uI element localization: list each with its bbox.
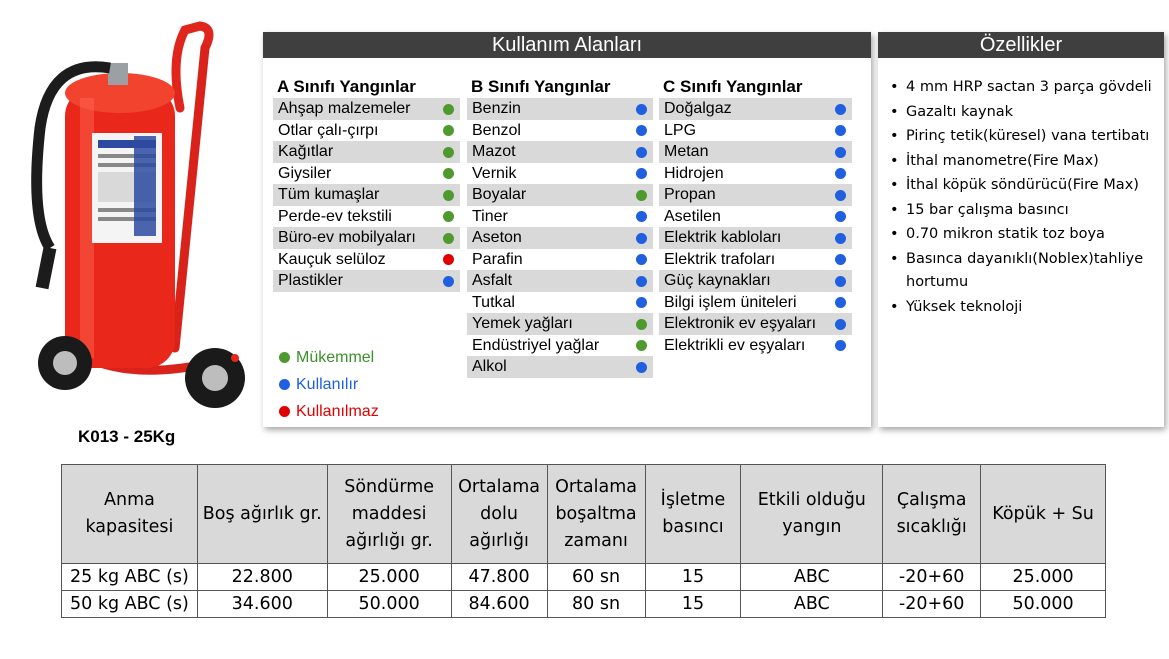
- usage-item-label: Benzol: [472, 121, 521, 139]
- rating-dot-icon: [835, 211, 846, 222]
- rating-dot-icon: [443, 211, 454, 222]
- spec-cell: 80 sn: [547, 591, 645, 618]
- usage-item: [467, 313, 653, 335]
- usage-item: [467, 98, 653, 120]
- usage-item-label: Kağıtlar: [278, 143, 334, 160]
- rating-dot-icon: [835, 233, 846, 244]
- fire-extinguisher-image: [10, 18, 255, 418]
- usage-item: [659, 335, 852, 357]
- usage-item: [273, 270, 460, 292]
- usage-item: [467, 141, 653, 163]
- usage-item: [273, 163, 460, 185]
- feature-item: • 4 mm HRP sactan 3 parça gövdeli: [888, 76, 1160, 100]
- rating-dot-icon: [636, 125, 647, 136]
- features-panel-title: Özellikler: [878, 32, 1164, 58]
- usage-item: [467, 184, 653, 206]
- spec-header-cell: Çalışma sıcaklığı: [883, 465, 981, 564]
- usage-panel-title: Kullanım Alanları: [263, 32, 871, 58]
- usage-item-label: Giysiler: [278, 164, 332, 182]
- usage-item: [273, 98, 460, 120]
- usage-item: [659, 270, 852, 292]
- usage-item: [467, 356, 653, 378]
- usage-item-label: Parafin: [472, 250, 523, 268]
- usage-item-label: Boyalar: [472, 186, 527, 203]
- rating-dot-icon: [636, 340, 647, 351]
- usage-item: [467, 206, 653, 228]
- usage-item: [467, 270, 653, 292]
- usage-item: [467, 335, 653, 357]
- rating-dot-icon: [835, 254, 846, 265]
- spec-header-cell: Köpük + Su: [981, 465, 1106, 564]
- spec-cell: 25.000: [981, 564, 1106, 591]
- spec-cell: 50.000: [327, 591, 451, 618]
- spec-cell: -20+60: [883, 564, 981, 591]
- spec-cell: 50.000: [981, 591, 1106, 618]
- spec-cell: 25.000: [327, 564, 451, 591]
- rating-legend: [279, 344, 379, 425]
- usage-item-label: Asetilen: [664, 207, 721, 225]
- usage-item-label: Alkol: [472, 358, 507, 375]
- usage-panel: [263, 32, 871, 427]
- spec-cell: 50 kg ABC (s): [62, 591, 198, 618]
- rating-dot-icon: [835, 104, 846, 115]
- rating-dot-icon: [636, 168, 647, 179]
- feature-item: • 0.70 mikron statik toz boya: [888, 223, 1160, 247]
- usage-item-label: Plastikler: [278, 272, 343, 289]
- spec-header-cell: Ortalama boşaltma zamanı: [547, 465, 645, 564]
- usage-item: [659, 98, 852, 120]
- usage-item-label: Doğalgaz: [664, 100, 732, 117]
- spec-cell: ABC: [741, 591, 883, 618]
- rating-dot-icon: [835, 297, 846, 308]
- spec-header-cell: Etkili olduğu yangın: [741, 465, 883, 564]
- usage-item-label: Aseton: [472, 229, 522, 246]
- rating-dot-icon: [443, 125, 454, 136]
- usage-column-title: A Sınıfı Yangınlar: [277, 77, 416, 96]
- rating-dot-icon: [443, 104, 454, 115]
- usage-item-label: Ahşap malzemeler: [278, 100, 411, 117]
- usage-item: [273, 206, 460, 228]
- rating-dot-icon: [443, 233, 454, 244]
- feature-item: • İthal köpük söndürücü(Fire Max): [888, 174, 1160, 198]
- usage-item-label: LPG: [664, 121, 697, 139]
- rating-dot-icon: [443, 254, 454, 265]
- rating-dot-icon: [443, 190, 454, 201]
- usage-item: [467, 120, 653, 142]
- usage-column-title: B Sınıfı Yangınlar: [471, 77, 611, 96]
- rating-dot-icon: [443, 147, 454, 158]
- usage-item-label: Elektrik trafoları: [664, 250, 776, 268]
- usage-item-label: Mazot: [472, 143, 516, 160]
- spec-table-body: [62, 564, 1106, 618]
- usage-item-label: Metan: [664, 143, 709, 160]
- spec-cell: 47.800: [451, 564, 547, 591]
- spec-cell: ABC: [741, 564, 883, 591]
- legend-dot-icon: [279, 406, 290, 417]
- rating-dot-icon: [835, 190, 846, 201]
- spec-table-header-row: [62, 465, 1106, 564]
- rating-dot-icon: [636, 233, 647, 244]
- spec-cell: 60 sn: [547, 564, 645, 591]
- spec-cell: 84.600: [451, 591, 547, 618]
- rating-dot-icon: [636, 319, 647, 330]
- usage-item-label: Kauçuk selüloz: [278, 250, 386, 268]
- usage-item: [467, 292, 653, 314]
- rating-dot-icon: [835, 147, 846, 158]
- legend-label: Mükemmel: [296, 349, 375, 366]
- usage-item-label: Elektrikli ev eşyaları: [664, 336, 806, 354]
- rating-dot-icon: [636, 297, 647, 308]
- usage-item-label: Büro-ev mobilyaları: [278, 229, 416, 246]
- usage-column-a: [273, 76, 460, 292]
- rating-dot-icon: [443, 276, 454, 287]
- legend-item: [279, 398, 379, 425]
- spec-header-cell: Ortalama dolu ağırlığı: [451, 465, 547, 564]
- feature-item: • 15 bar çalışma basıncı: [888, 199, 1160, 223]
- usage-item-label: Güç kaynakları: [664, 272, 771, 289]
- rating-dot-icon: [636, 254, 647, 265]
- spec-table: [61, 464, 1106, 618]
- usage-item-label: Tiner: [472, 207, 508, 225]
- usage-item-label: Vernik: [472, 164, 517, 182]
- usage-item-label: Endüstriyel yağlar: [472, 336, 600, 354]
- rating-dot-icon: [835, 340, 846, 351]
- spec-cell: 25 kg ABC (s): [62, 564, 198, 591]
- legend-item: [279, 371, 379, 398]
- usage-item: [273, 184, 460, 206]
- rating-dot-icon: [835, 276, 846, 287]
- usage-item: [273, 249, 460, 271]
- spec-header-cell: Boş ağırlık gr.: [197, 465, 327, 564]
- rating-dot-icon: [636, 147, 647, 158]
- usage-item: [659, 141, 852, 163]
- usage-item-label: Elektronik ev eşyaları: [664, 315, 817, 332]
- rating-dot-icon: [636, 211, 647, 222]
- features-panel: [878, 32, 1164, 427]
- spec-header-cell: İşletme basıncı: [645, 465, 741, 564]
- spec-table-row: [62, 591, 1106, 618]
- usage-item: [273, 227, 460, 249]
- spec-cell: 15: [645, 564, 741, 591]
- usage-item: [659, 184, 852, 206]
- feature-item: • Pirinç tetik(küresel) vana tertibatı: [888, 125, 1160, 149]
- usage-item-label: Bilgi işlem üniteleri: [664, 293, 797, 311]
- features-list: [888, 76, 1160, 320]
- legend-label: Kullanılmaz: [296, 403, 379, 420]
- usage-item-label: Tüm kumaşlar: [278, 186, 380, 203]
- usage-item: [467, 163, 653, 185]
- rating-dot-icon: [636, 362, 647, 373]
- usage-item: [659, 227, 852, 249]
- feature-item: • Yüksek teknoloji: [888, 296, 1160, 320]
- rating-dot-icon: [443, 168, 454, 179]
- usage-item-label: Yemek yağları: [472, 315, 573, 332]
- rating-dot-icon: [636, 104, 647, 115]
- usage-item: [467, 249, 653, 271]
- feature-item: • Gazaltı kaynak: [888, 101, 1160, 125]
- usage-item-label: Hidrojen: [664, 164, 724, 182]
- usage-item-label: Otlar çalı-çırpı: [278, 121, 379, 139]
- usage-item-label: Elektrik kabloları: [664, 229, 782, 246]
- rating-dot-icon: [636, 190, 647, 201]
- feature-item: • Basınca dayanıklı(Noblex)tahliye hortumu: [888, 248, 1160, 295]
- rating-dot-icon: [636, 276, 647, 287]
- usage-item: [467, 227, 653, 249]
- rating-dot-icon: [835, 168, 846, 179]
- spec-header-cell: Söndürme maddesi ağırlığı gr.: [327, 465, 451, 564]
- usage-item: [659, 163, 852, 185]
- rating-dot-icon: [835, 125, 846, 136]
- usage-item: [273, 141, 460, 163]
- spec-cell: 22.800: [197, 564, 327, 591]
- product-caption: K013 - 25Kg: [78, 427, 176, 446]
- spec-table-row: [62, 564, 1106, 591]
- legend-dot-icon: [279, 379, 290, 390]
- usage-item: [659, 292, 852, 314]
- spec-header-cell: Anma kapasitesi: [62, 465, 198, 564]
- usage-item-label: Propan: [664, 186, 716, 203]
- usage-item-label: Asfalt: [472, 272, 513, 289]
- legend-dot-icon: [279, 352, 290, 363]
- spec-cell: 34.600: [197, 591, 327, 618]
- usage-column-c: [659, 76, 852, 356]
- usage-column-b: [467, 76, 653, 378]
- usage-column-title: C Sınıfı Yangınlar: [663, 77, 803, 96]
- usage-item-label: Benzin: [472, 100, 521, 117]
- spec-cell: -20+60: [883, 591, 981, 618]
- legend-item: [279, 344, 379, 371]
- usage-item: [273, 120, 460, 142]
- usage-item-label: Perde-ev tekstili: [278, 207, 392, 225]
- usage-item-label: Tutkal: [472, 293, 515, 311]
- usage-item: [659, 313, 852, 335]
- usage-item: [659, 120, 852, 142]
- rating-dot-icon: [835, 319, 846, 330]
- spec-cell: 15: [645, 591, 741, 618]
- usage-item: [659, 249, 852, 271]
- feature-item: • İthal manometre(Fire Max): [888, 150, 1160, 174]
- usage-item: [659, 206, 852, 228]
- legend-label: Kullanılır: [296, 376, 359, 393]
